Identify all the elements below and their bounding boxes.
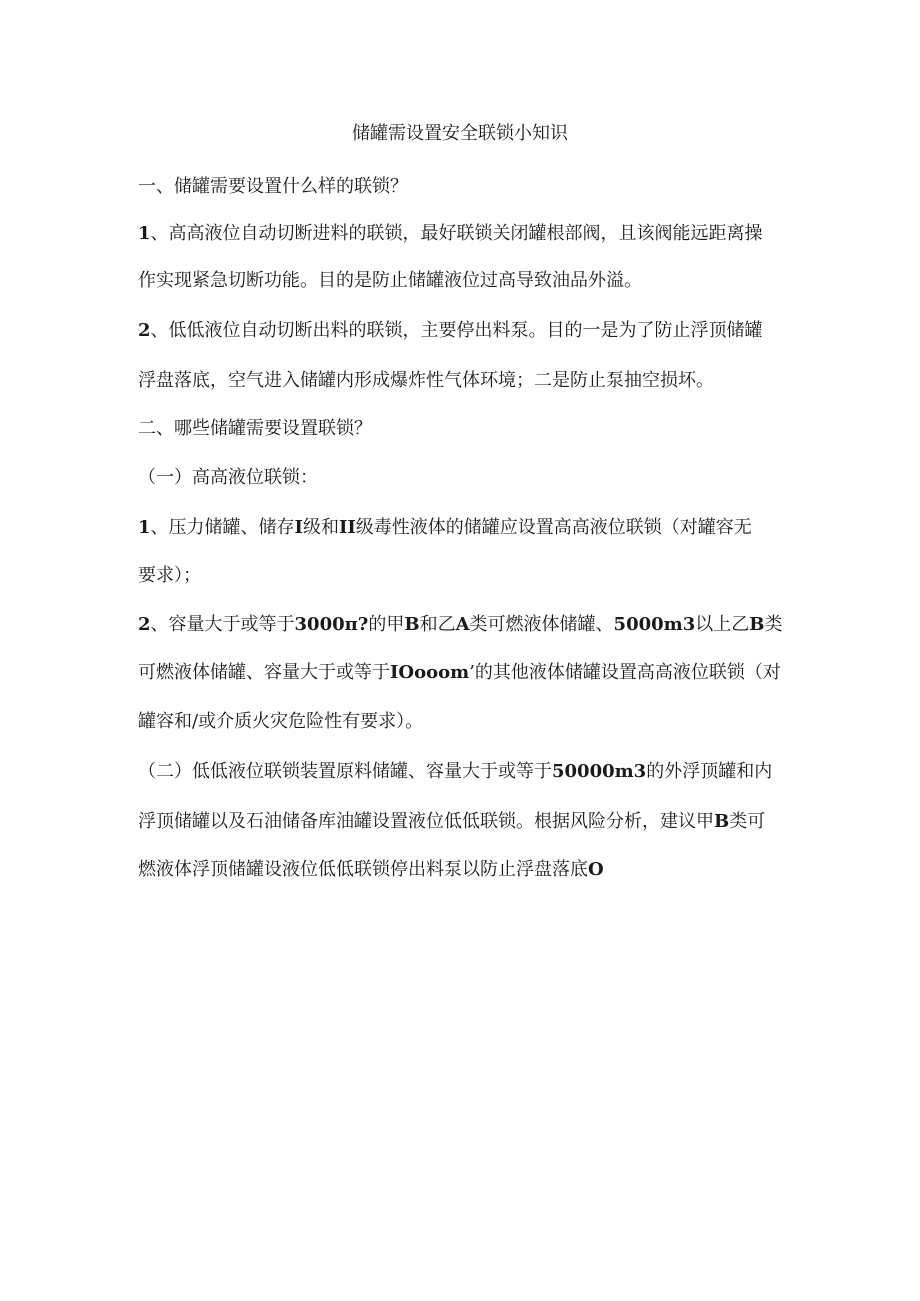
bold-run: IOooom [390,662,470,683]
bold-run: 5000m3 [613,614,696,635]
s1-item2-line2: 浮盘落底，空气进入储罐内形成爆炸性气体环境；二是防止泵抽空损坏。 [138,370,714,391]
s2-sub1-heading: （一）高高液位联锁： [138,467,318,488]
document-title: 储罐需设置安全联锁小知识 [352,123,568,144]
text-run: 、压力储罐、储存 [150,517,295,538]
text-run: 浮顶储罐以及石油储备库油罐设置液位低低联锁。根据风险分析，建议甲 [138,811,714,832]
item-number: 1 [138,223,151,244]
section1-heading: 一、储罐需要设置什么样的联锁？ [138,176,408,197]
s2-sub2-line2 [138,810,765,834]
s1-item1-line2: 作实现紧急切断功能。目的是防止储罐液位过高导致油品外溢。 [138,270,642,291]
text-run: 、容量大于或等于 [150,614,295,635]
s2-item1-line2: 要求）； [138,565,201,586]
text-run: （二）低低液位联锁 [138,761,300,782]
s2-item2-line3: 罐容和/或介质火灾危险性有要求）。 [138,711,424,732]
s1-item2-line1 [138,319,763,343]
text-run: 可燃液体储罐、容量大于或等于 [138,662,390,683]
s2-item2-line1 [138,613,782,637]
bold-run: B [404,614,420,635]
s2-sub2-line1 [138,760,772,784]
text-run: 级和 [302,517,339,538]
text-run: 的甲 [368,614,405,635]
item-number: 2 [138,614,151,635]
text-run: 的外浮顶罐和内 [646,761,773,782]
section2-heading: 二、哪些储罐需要设置联锁？ [138,418,372,439]
s2-sub2-line3 [138,858,604,882]
s1-item1-text: 、高高液位自动切断进料的联锁，最好联锁关闭罐根部阀，且该阀能远距离操 [150,223,763,244]
item-number: 1 [138,517,151,538]
bold-run: 50000m3 [552,761,647,782]
bold-run: A [455,614,470,635]
s1-item1-line1 [138,222,763,246]
text-run: 和乙 [419,614,456,635]
s1-item2-text: 、低低液位自动切断出料的联锁，主要停出料泵。目的一是为了防止浮顶储罐 [150,320,763,341]
text-run: ’的其他液体储罐设置高高液位联锁（对 [469,662,781,683]
item-number: 2 [138,320,151,341]
bold-run: O [588,859,604,880]
text-run: 类可燃液体储罐、 [469,614,614,635]
text-run: 类 [764,614,783,635]
bold-run: I [294,517,303,538]
bold-run: II [338,517,356,538]
text-run: 级毒性液体的储罐应设置高高液位联锁（对罐容无 [355,517,752,538]
text-run: 类可 [729,811,766,832]
text-run: 装置原料储罐、容量大于或等于 [300,761,552,782]
bold-run: 3000π? [294,614,369,635]
text-run: 燃液体浮顶储罐设液位低低联锁停出料泵以防止浮盘落底 [138,859,588,880]
bold-run: B [714,811,730,832]
text-run: 以上乙 [695,614,750,635]
bold-run: B [749,614,765,635]
s2-item2-line2 [138,661,781,685]
s2-item1-line1 [138,516,752,540]
